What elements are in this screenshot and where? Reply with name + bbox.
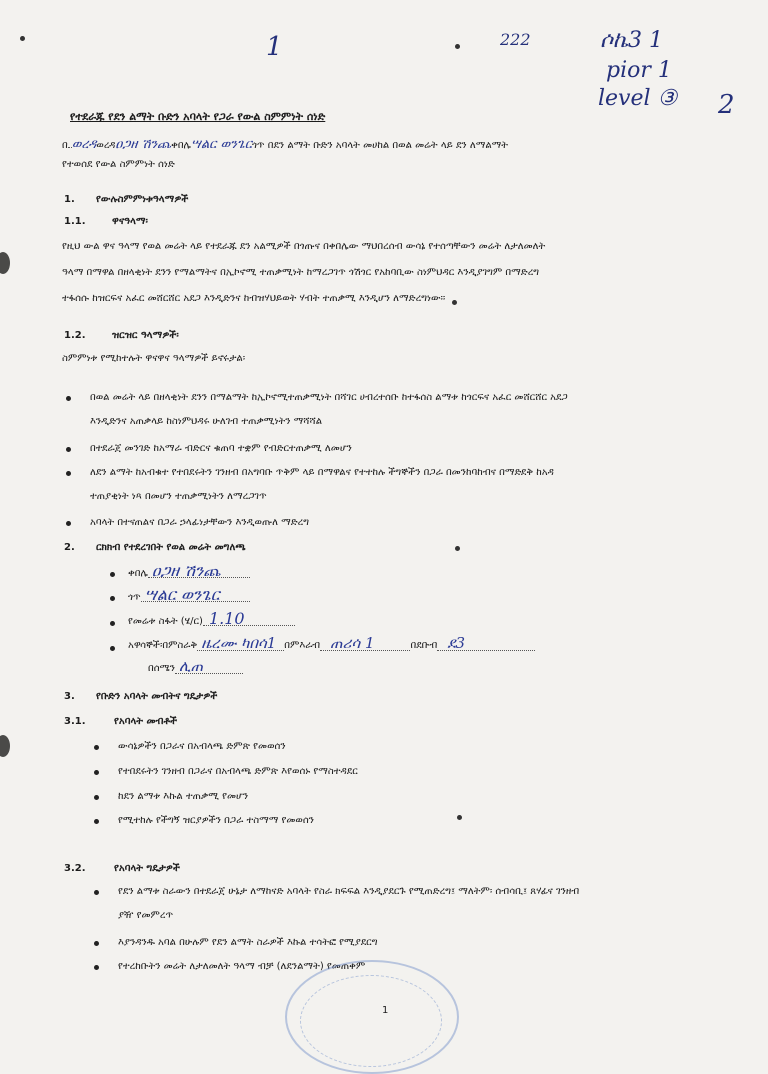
intro-ward-handwriting: ወረዳ	[71, 137, 97, 152]
binder-hole-top	[0, 252, 10, 274]
duty-1-line1: የደን ልማቱ ስራውን በተደራጀ ሁኔታ ለማከናድ አባላት የስራ ክፍፍል እንዲያደርጉ የሚጠድረግ፤ ማለትም፡ ሰብሳቢ፤ ጸሃፊና ገንዘብ	[118, 886, 580, 897]
bullet	[94, 941, 99, 946]
right-3: ከደን ልማቱ እኩል ተጠቃሚ የመሆን	[118, 791, 249, 802]
land-area-handwriting: 1.10	[203, 612, 295, 626]
land-area-label: የመሬቱ ስፋት (ሄ/ር)	[128, 616, 203, 627]
document-title: የተደራጁ የደን ልማት ቡድን አባላት የጋራ የውል ስምምነት ሰነድ	[70, 110, 326, 123]
mark-dot	[455, 44, 460, 49]
section-1-1-para-line3: ተፋሰሱ ከዝርፍና አፈር መሸርሸር አደጋ እንዲድንና ከብዝሃህይወት ሃብት ተጠቃሚ እንዲሆን ለማድረግነው፡፡	[62, 293, 446, 304]
bullet	[94, 819, 99, 824]
land-area-row	[128, 609, 295, 628]
section-3-1-title: የአባላት መብቶች	[114, 716, 178, 727]
bullet	[110, 572, 115, 577]
intro-line-1	[62, 138, 508, 152]
section-1-title: የውሉስምምነቱዓላማዎች	[96, 194, 189, 205]
land-kebele-handwriting: ዐጋዘ ሽንጨ	[148, 564, 251, 578]
binder-hole-bottom	[0, 735, 10, 757]
intro-kebele-label: ቀበሌ	[171, 140, 191, 151]
land-north-label: በደቡብ	[410, 640, 438, 651]
section-1-1-title: ዋናዓላማ፡	[112, 216, 148, 227]
mark-dot	[457, 815, 462, 820]
intro-kebele-handwriting: ዐጋዘ ሽንጨ	[115, 137, 172, 152]
objective-3-line2: ተጠያቂነት ነጻ በመሆን ተጠቃሚነትን ለማረጋገጥ	[90, 491, 267, 502]
intro-ward-label: ወረዳ	[96, 140, 116, 151]
right-4: የሚተከሉ የችግኝ ዝርያዎችን በጋራ ተስማማ የመወሰን	[118, 815, 314, 826]
land-kebele-row	[128, 561, 250, 580]
official-stamp-inner	[300, 975, 442, 1067]
handwritten-rev-line2: pior 1	[606, 58, 672, 83]
mark-dot	[20, 36, 25, 41]
land-border-east-label: አዋሳኞች፡በምስራቅ	[128, 640, 198, 651]
handwritten-scribble: 222	[500, 30, 531, 49]
mark-dot	[452, 300, 457, 305]
intro-got-handwriting: ሣልር ወንጌር	[190, 137, 252, 152]
land-border-row	[128, 634, 535, 652]
section-2-number: 2.	[64, 542, 75, 553]
section-1-2-intro: ስምምነቱ የሚከተሉት ዋናዋና ዓላማዎች ይኖሩታል፡	[62, 353, 246, 364]
objective-2: በተደራጀ መንገድ ከአማራ ብድርና ቁጠባ ተቋም የብድርተጠቃሚ ለመሆን	[90, 443, 352, 454]
bullet	[110, 646, 115, 651]
right-1: ውሳኔዎችን በጋራና በአብላጫ ድምጽ የመወሰን	[118, 741, 286, 752]
land-south-row	[148, 657, 243, 675]
land-south-label: በሰሜን	[148, 663, 175, 674]
land-got-handwriting: ሣልር ወንጌር	[141, 588, 250, 602]
section-1-2-number: 1.2.	[64, 330, 86, 341]
land-kebele-label: ቀበሌ	[128, 568, 148, 579]
handwritten-top-mark: 1	[266, 32, 283, 62]
section-2-title: ርክክብ የተደረገበት የወል መሬት መግለጫ	[96, 542, 246, 553]
objective-3-line1: ለደን ልማት ከአብቁተ የተበደሩትን ገንዘብ በአግባቡ ጥቅም ላይ በማዋልና የተተከሉ ችግኞችን በጋራ በመንከባከብና በማድደቅ ከአዳ	[90, 467, 554, 478]
bullet	[110, 621, 115, 626]
section-3-1-number: 3.1.	[64, 716, 86, 727]
section-3-2-title: የአባላት ግዴታዎች	[114, 863, 180, 874]
bullet	[94, 795, 99, 800]
bullet	[110, 596, 115, 601]
bullet	[66, 471, 71, 476]
handwritten-rev-line3: level ③	[598, 86, 678, 111]
section-1-1-para-line2: ዓላማ በማዋል በዘላቂነት ደንን የማልማትና በኢኮኖሚ ተጠቃሚነት ከማረጋገጥ ጎሽጎር የአከባቢው ስነምህዳር እንዲያገግም በማድረግ	[62, 267, 540, 278]
bullet	[94, 745, 99, 750]
handwritten-rev-number: 2	[718, 90, 735, 120]
intro-suffix: ጎጥ በደን ልማት ቡድን አባላት መሀከል በወል መሬት ላይ ደን ለማልማት	[251, 140, 509, 151]
page-number: 1	[382, 1005, 389, 1016]
section-1-number: 1.	[64, 194, 75, 205]
land-got-row	[128, 585, 250, 604]
land-west-handwriting: ጠሪሳ 1	[320, 637, 410, 651]
bullet	[94, 965, 99, 970]
handwritten-rev-line1: ሶኬ3 1	[600, 28, 664, 53]
objective-1-line1: በወል መሬት ላይ በዘላቂነት ደንን በማልማት ከኢኮኖሚተጠቃሚነት በሻገር ሀብረተሰቡ ከተፋሰስ ልማቱ ከጎርፍና አፈር መሸርሸር አደጋ	[90, 392, 568, 403]
section-3-2-number: 3.2.	[64, 863, 86, 874]
duty-1-line2: ያዥ የመምረጥ	[118, 910, 174, 921]
mark-dot	[455, 546, 460, 551]
objective-1-line2: እንዲድንና አጠቃላይ ከስነምህዳሩ ሁለገብ ተጠቃሚነትን ማሻሻል	[90, 416, 323, 427]
bullet	[94, 770, 99, 775]
bullet	[66, 396, 71, 401]
land-west-label: በምእራብ	[284, 640, 321, 651]
land-border-east-handwriting: ዜረሙ ካበሳ1	[197, 637, 284, 651]
section-3-number: 3.	[64, 691, 75, 702]
intro-line-2: የተወሰደ የውል ስምምነት ሰነድ	[62, 159, 175, 170]
objective-4: አባላት በተናጠልና በጋራ ኃላፊነታቸውን እንዲወጡለ ማድረግ	[90, 517, 310, 528]
duty-3: የተረከቡትን መሬት ለታለመለት ዓላማ ብቻ (ለደንልማት) የመጠቀም	[118, 961, 366, 972]
intro-prefix: በ	[62, 140, 68, 151]
land-south-handwriting: ሊጠ	[175, 660, 243, 674]
section-3-title: የቡድን አባላት መብትና ግዴታዎች	[96, 691, 218, 702]
land-got-label: ጎጥ	[128, 592, 141, 603]
bullet	[66, 521, 71, 526]
bullet	[94, 890, 99, 895]
land-north-handwriting: ደ3	[437, 637, 535, 651]
right-2: የተበደሩትን ገንዘብ በጋራና በአብላጫ ድምጽ እየወሰኑ የማስተዳደር	[118, 766, 358, 777]
section-1-2-title: ዝርዝር ዓላማዎች፡	[112, 330, 179, 341]
bullet	[66, 447, 71, 452]
section-1-1-number: 1.1.	[64, 216, 86, 227]
section-1-1-para-line1: የዚህ ውል ዋና ዓላማ የወል መሬት ላይ የተደራጁ ደን አልሚዎች በጎጡና በቀበሌው ማህበረሰብ ውሳኔ የተሰጣቸውን መሬት ለታለመለት	[62, 241, 546, 252]
duty-2: እያንዳንዱ አባል በሁሉም የደን ልማት ስራዎች እኩል ተሳትፎ የሚያደርግ	[118, 937, 378, 948]
